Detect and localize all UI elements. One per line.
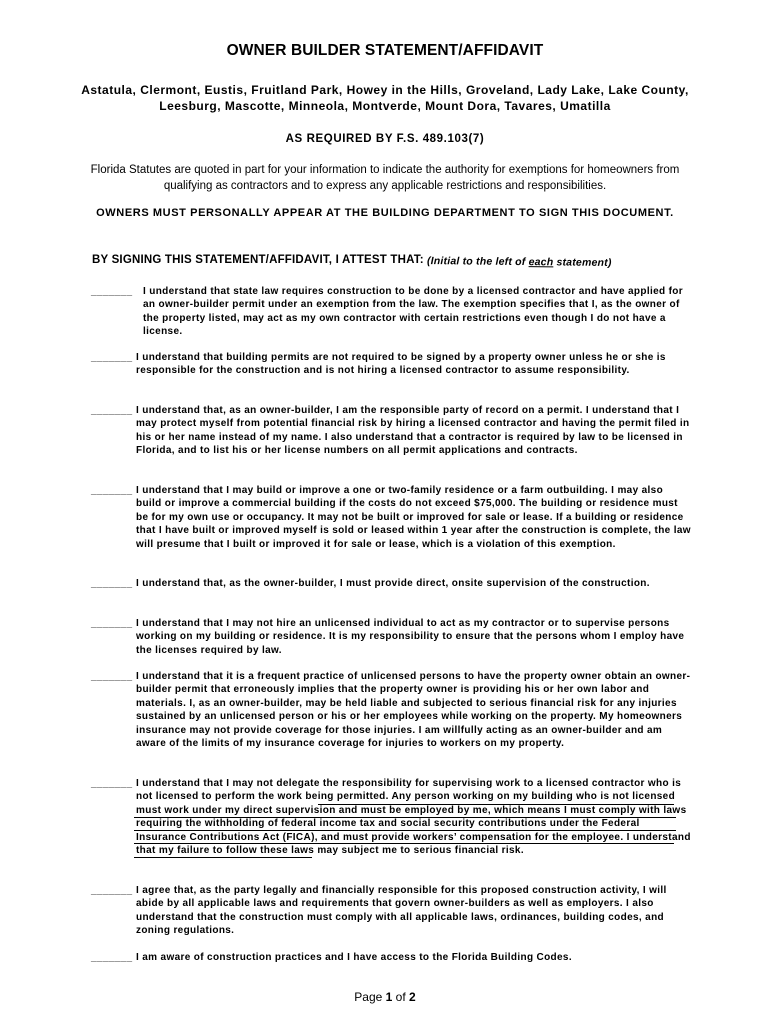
- emphasis-underline: [318, 804, 674, 805]
- statement-text: I understand that it is a frequent practice of unlicensed persons to have the property owner obtain an owner-builder permit that erroneously implies that the property owner is providing his or her own labor and materials. I, as an owner-builder, may be held liable and subjected to serious financial risk for any injuries sustained by an unlicensed person or his or her employees while working on the property. My homeowners insurance may not provide coverage for those injuries. I am willfully acting as an owner-builder and am aware of the limits of my insurance coverage for injuries to workers on my property.: [136, 671, 691, 750]
- jurisdiction-list: Astatula, Clermont, Eustis, Fruitland Park, Howey in the Hills, Groveland, Lady Lake, Lake County, Leesburg, Mascotte, Minneola, Montverde, Mount Dora, Tavares, Umatilla: [81, 83, 689, 113]
- initial-blank[interactable]: _______: [91, 485, 133, 496]
- initial-blank[interactable]: _______: [91, 952, 133, 963]
- emphasis-underline: [134, 857, 312, 858]
- statement-text: I am aware of construction practices and I have access to the Florida Building Codes.: [136, 952, 572, 963]
- statement-item: [91, 951, 691, 964]
- initial-blank[interactable]: _______: [91, 286, 133, 297]
- page-footer: [0, 990, 770, 1004]
- attest-heading: [92, 254, 712, 269]
- attest-note-pre: (Initial: [427, 255, 460, 268]
- statement-text: I understand that building permits are not required to be signed by a property owner unless he or she is responsible for the construction and is not hiring a licensed contractor to assume responsibility.: [136, 352, 666, 377]
- statement-item: [91, 617, 691, 657]
- attest-note-post: statement): [553, 256, 612, 269]
- initial-blank[interactable]: _______: [91, 578, 133, 589]
- statement-text: I understand that, as the owner-builder, I must provide direct, onsite supervision of the construction.: [136, 578, 650, 589]
- statement-item: [91, 404, 691, 458]
- emphasis-underline: [134, 830, 676, 831]
- statute-reference: AS REQUIRED BY F.S. 489.103(7): [285, 133, 485, 145]
- emphasis-underline: [134, 817, 676, 818]
- attest-instruction: [427, 255, 612, 269]
- statement-item: [91, 577, 691, 590]
- intro-paragraph: Florida Statutes are quoted in part for your information to indicate the authority for exemptions for homeowners from qualifying as contractors and to express any applicable restrictions and responsibilities.: [90, 164, 680, 192]
- initial-blank[interactable]: _______: [91, 885, 133, 896]
- initial-blank[interactable]: _______: [91, 352, 133, 363]
- owners-appear-notice: OWNERS MUST PERSONALLY APPEAR AT THE BUILDING DEPARTMENT TO SIGN THIS DOCUMENT.: [96, 207, 674, 219]
- attest-note-each: each: [528, 256, 554, 269]
- document-title: OWNER BUILDER STATEMENT/AFFIDAVIT: [226, 42, 544, 59]
- emphasis-underline: [134, 843, 674, 844]
- statement-text: I understand that I may build or improve a one or two-family residence or a farm outbuilding. I may also build or improve a commercial building if the costs do not exceed $75,000. The building or residence must be for my own use or occupancy. It may not be built or improved for sale or lease. If a building or residence that I have built or improved myself is sold or leased within 1 year after the construction is complete, the law will presume that I built or improved it for sale or lease, which is a violation of this exemption.: [136, 485, 691, 550]
- statement-text: I agree that, as the party legally and financially responsible for this proposed construction activity, I will abide by all applicable laws and requirements that govern owner-builders as well as employers. I also understand that the construction must comply with all applicable laws, ordinances, building codes, and zoning regulations.: [136, 885, 667, 937]
- statement-item: [91, 884, 691, 938]
- attest-lead: BY SIGNING THIS STATEMENT/AFFIDAVIT, I ATTEST THAT:: [92, 254, 424, 266]
- initial-blank[interactable]: _______: [91, 405, 133, 416]
- statement-text: I understand that, as an owner-builder, I am the responsible party of record on a permit. I understand that I may protect myself from potential financial risk by hiring a licensed contractor and having the permit filed in his or her name instead of my name. I also understand that a contractor is required by law to be licensed in Florida, and to list his or her license numbers on all permit applications and contracts.: [136, 405, 690, 457]
- statement-item: [91, 351, 691, 378]
- initial-blank[interactable]: _______: [91, 778, 133, 789]
- attest-note-mid: to the left of: [459, 255, 529, 269]
- statement-text: I understand that I may not delegate the responsibility for supervising work to a licensed contractor who is not licensed to perform the work being permitted. Any person working on my building who is not licensed must work under my direct supervision and must be employed by me, which means I must comply with laws requiring the withholding of federal income tax and social security contributions under the Federal Insurance Contributions Act (FICA), and must provide workers’ compensation for the employee. I understand that my failure to follow these laws may subject me to serious financial risk.: [136, 778, 691, 857]
- statement-item: [91, 670, 691, 750]
- page-number: 1: [385, 990, 393, 1004]
- statement-text: I understand that I may not hire an unlicensed individual to act as my contractor or to supervise persons working on my building or residence. It is my responsibility to ensure that the persons whom I employ have the licenses required by law.: [136, 618, 685, 656]
- statement-item: [91, 484, 691, 551]
- of-word: of: [395, 990, 406, 1004]
- initial-blank[interactable]: _______: [91, 618, 133, 629]
- initial-blank[interactable]: _______: [91, 671, 133, 682]
- statement-text: I understand that state law requires construction to be done by a licensed contractor and have applied for an owner-builder permit under an exemption from the law. The exemption specifies that I, as the owner of the property listed, may act as my own contractor with certain restrictions even though I do not have a license.: [143, 286, 683, 338]
- page-word: Page: [354, 990, 383, 1004]
- statement-item: [91, 285, 691, 339]
- page-total: 2: [409, 990, 416, 1004]
